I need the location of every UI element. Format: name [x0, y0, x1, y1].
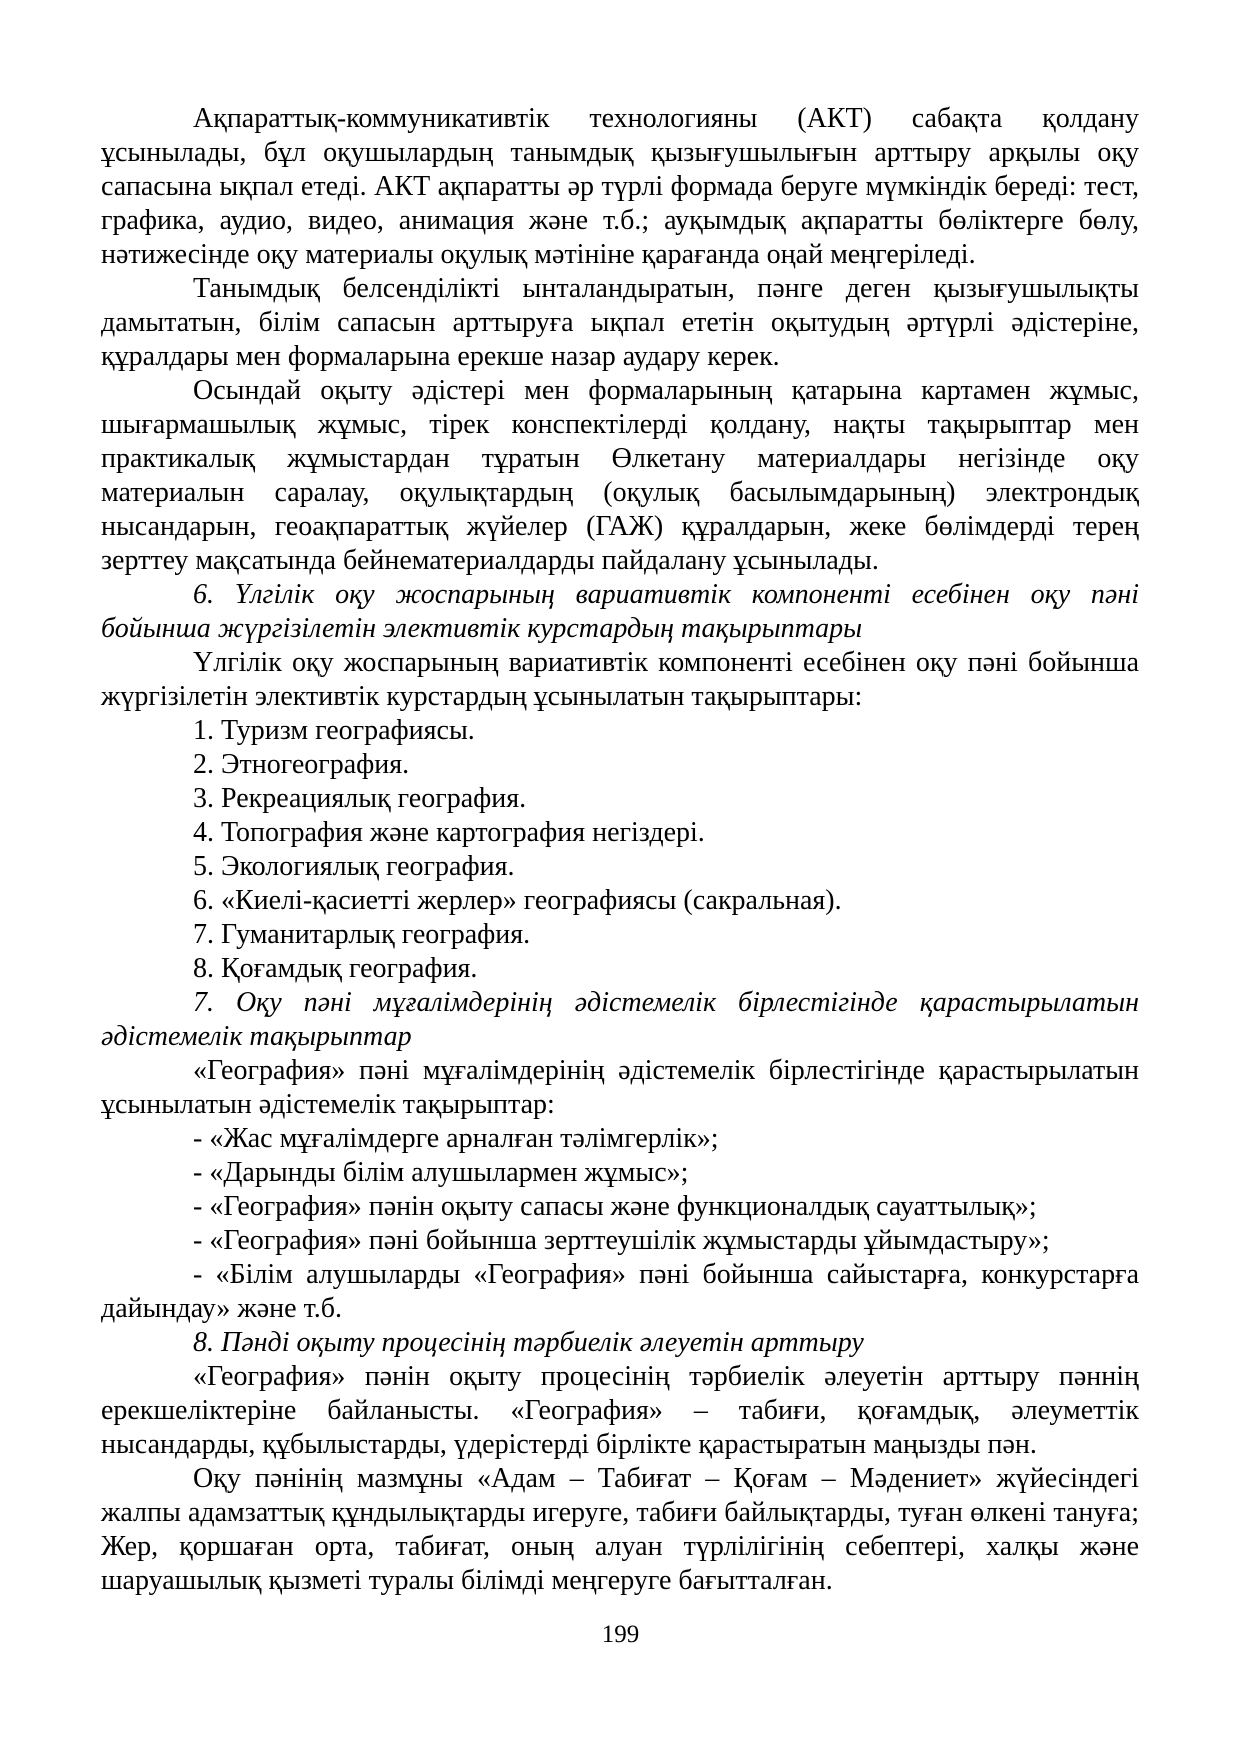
list-item: - «География» пәнін оқыту сапасы және функционалдық сауаттылық»; — [193, 1191, 1037, 1222]
section-heading: 6. Үлгілік оқу жоспарының вариативтік компоненті есебінен оқу пәні бойынша жүргізілетін элективтік курстардың тақырыптары — [101, 579, 1139, 644]
page-number: 199 — [601, 1621, 640, 1648]
section-heading: 7. Оқу пәні мұғалімдерінің әдістемелік бірлестігінде қарастырылатын әдістемелік тақырыптар — [101, 987, 1139, 1052]
paragraph: Ақпараттық-коммуникативтік технологияны (АКТ) сабақта қолдану ұсынылады, бұл оқушылардың танымдық қызығушылығын арттыру арқылы оқу сапасына ықпал етеді. АКТ ақпаратты әр түрлі формада беруге мүмкіндік береді: тест, графика, аудио, видео, анимация және т.б.; ауқымдық ақпаратты бөліктерге бөлу, нәтижесінде оқу материалы оқулық мәтініне қарағанда оңай меңгеріледі. — [101, 103, 1139, 270]
list-item: - «Білім алушыларды «География» пәні бойынша сайыстарға, конкурстарға дайындау» және т.б. — [101, 1259, 1139, 1324]
paragraph: Үлгілік оқу жоспарының вариативтік компоненті есебінен оқу пәні бойынша жүргізілетін элективтік курстардың ұсынылатын тақырыптары: — [101, 647, 1139, 712]
list-item: - «Дарынды білім алушылармен жұмыс»; — [193, 1157, 689, 1188]
section-heading: 8. Пәнді оқыту процесінің тәрбиелік әлеуетін арттыру — [193, 1327, 864, 1358]
list-item: - «География» пәні бойынша зерттеушілік жұмыстарды ұйымдастыру»; — [193, 1225, 1050, 1256]
list-item: 3. Рекреациялық география. — [193, 783, 527, 814]
paragraph: «География» пәні мұғалімдерінің әдістемелік бірлестігінде қарастырылатын ұсынылатын әдістемелік тақырыптар: — [101, 1055, 1139, 1120]
paragraph: Оқу пәнінің мазмұны «Адам – Табиғат – Қоғам – Мәдениет» жүйесіндегі жалпы адамзаттық құндылықтарды игеруге, табиғи байлықтарды, туған өлкені тануға; Жер, қоршаған орта, табиғат, оның алуан түрлілігінің себептері, халқы және шаруашылық қызметі туралы білімді меңгеруге бағытталған. — [101, 1463, 1139, 1596]
list-item: 1. Туризм географиясы. — [193, 715, 475, 746]
document-body — [101, 102, 1139, 1598]
paragraph: Осындай оқыту әдістері мен формаларының қатарына картамен жұмыс, шығармашылық жұмыс, тірек конспектілерді қолдану, нақты тақырыптар мен практикалық жұмыстардан тұратын Өлкетану материалдары негізінде оқу материалын саралау, оқулықтардың (оқулық басылымдарының) электрондық нысандарын, геоақпараттық жүйелер (ГАЖ) құралдарын, жеке бөлімдерді терең зерттеу мақсатында бейнематериалдарды пайдалану ұсынылады. — [101, 375, 1139, 576]
paragraph: Танымдық белсенділікті ынталандыратын, пәнге деген қызығушылықты дамытатын, білім сапасын арттыруға ықпал ететін оқытудың әртүрлі әдістеріне, құралдары мен формаларына ерекше назар аудару керек. — [101, 273, 1139, 372]
list-item: 4. Топография және картография негіздері. — [193, 817, 705, 848]
list-item: - «Жас мұғалімдерге арналған тәлімгерлік»; — [193, 1123, 719, 1154]
list-item: 2. Этногеография. — [193, 749, 410, 780]
list-item: 6. «Киелі-қасиетті жерлер» географиясы (сакральная). — [193, 885, 842, 916]
list-item: 8. Қоғамдық география. — [193, 953, 478, 984]
list-item: 7. Гуманитарлық география. — [193, 919, 531, 950]
paragraph: «География» пәнін оқыту процесінің тәрбиелік әлеуетін арттыру пәннің ерекшеліктеріне байланысты. «География» – табиғи, қоғамдық, әлеуметтік нысандарды, құбылыстарды, үдерістерді бірлікте қарастыратын маңызды пән. — [101, 1361, 1139, 1460]
list-item: 5. Экологиялық география. — [193, 851, 515, 882]
